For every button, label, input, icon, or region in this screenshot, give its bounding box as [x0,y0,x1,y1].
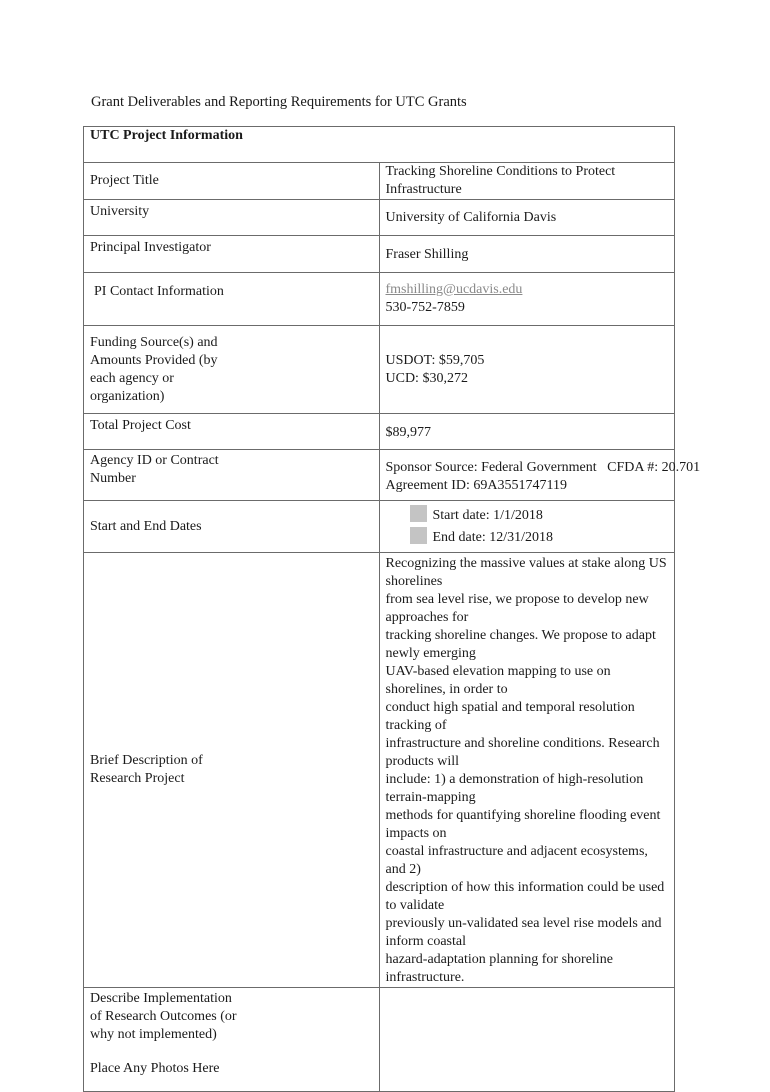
pi-label: Principal Investigator [84,236,380,273]
description-line: tracking shoreline changes. We propose to adapt newly emerging [385,628,656,661]
university-value: University of California Davis [379,200,675,236]
total-cost-label: Total Project Cost [84,414,380,450]
funding-row [84,326,675,414]
table-header: UTC Project Information [84,127,675,163]
agency-id-value [379,450,701,501]
project-title-value: Tracking Shoreline Conditions to Protect Infrastructure [379,163,675,200]
end-date-checkbox[interactable] [410,527,427,544]
description-line: coastal infrastructure and adjacent ecosystems, and 2) [385,844,648,877]
pi-phone: 530-752-7859 [385,300,465,315]
agency-id-label-line: Agency ID or Contract [90,453,219,468]
description-label-line: Brief Description of [90,753,203,768]
implementation-row [84,988,675,1092]
description-line: from sea level rise, we propose to develop new approaches for [385,592,649,625]
description-value [379,553,675,988]
funding-label-line: Amounts Provided (by [90,352,218,368]
description-line: hazard-adaptation planning for shoreline infrastructure. [385,952,613,985]
total-cost-value: $89,977 [379,414,675,450]
implementation-label-line: Describe Implementation [90,991,232,1006]
description-line: previously un-validated sea level rise models and inform coastal [385,916,662,949]
agency-id-row [84,450,675,501]
start-date-checkbox[interactable] [410,505,427,522]
pi-contact-label: PI Contact Information [84,273,380,326]
end-date: End date: 12/31/2018 [432,529,554,545]
funding-usdot: USDOT: $59,705 [385,352,485,368]
photos-label: Place Any Photos Here [90,1061,220,1076]
agency-id-label [84,450,380,501]
funding-value [379,326,675,414]
description-label-line: Research Project [90,771,185,786]
university-label: University [84,200,380,236]
description-line: description of how this information could be used to validate [385,880,665,913]
header-row [84,127,675,163]
description-line: conduct high spatial and temporal resolution tracking of [385,700,635,733]
dates-row [84,501,675,553]
implementation-value[interactable] [379,988,675,1092]
project-info-table [83,126,701,1092]
pi-email-link[interactable]: fmshilling@ucdavis.edu [385,282,523,297]
pi-value: Fraser Shilling [379,236,675,273]
dates-value [379,501,675,553]
document-title: Grant Deliverables and Reporting Requirements for UTC Grants [91,94,467,110]
implementation-label-line: of Research Outcomes (or [90,1009,237,1024]
sponsor-source: Sponsor Source: Federal Government CFDA #: 20.701 [385,460,701,475]
description-line: methods for quantifying shoreline flooding event impacts on [385,808,661,841]
end-date-line [386,527,669,549]
start-date-line [386,505,669,527]
university-row [84,200,675,236]
description-label [84,553,380,988]
total-cost-row [84,414,675,450]
pi-contact-value [379,273,675,326]
description-line: infrastructure and shoreline conditions. Research products will [385,736,660,769]
description-line: include: 1) a demonstration of high-resolution terrain-mapping [385,772,644,805]
dates-label: Start and End Dates [84,501,380,553]
description-line: Recognizing the massive values at stake along US shorelines [385,556,667,589]
funding-label-line: organization) [90,388,165,404]
funding-label-line: each agency or [90,370,174,386]
project-title-label: Project Title [84,163,380,200]
start-date: Start date: 1/1/2018 [432,507,543,523]
implementation-label [84,988,380,1092]
agreement-id: Agreement ID: 69A3551747119 [385,478,567,493]
pi-contact-row [84,273,675,326]
description-row [84,553,675,988]
description-line: UAV-based elevation mapping to use on shorelines, in order to [385,664,611,697]
implementation-label-line: why not implemented) [90,1027,217,1042]
project-title-row [84,163,675,200]
agency-id-label-line: Number [90,471,136,486]
funding-ucd: UCD: $30,272 [385,370,468,386]
pi-row [84,236,675,273]
funding-label [84,326,380,414]
funding-label-line: Funding Source(s) and [90,334,218,350]
